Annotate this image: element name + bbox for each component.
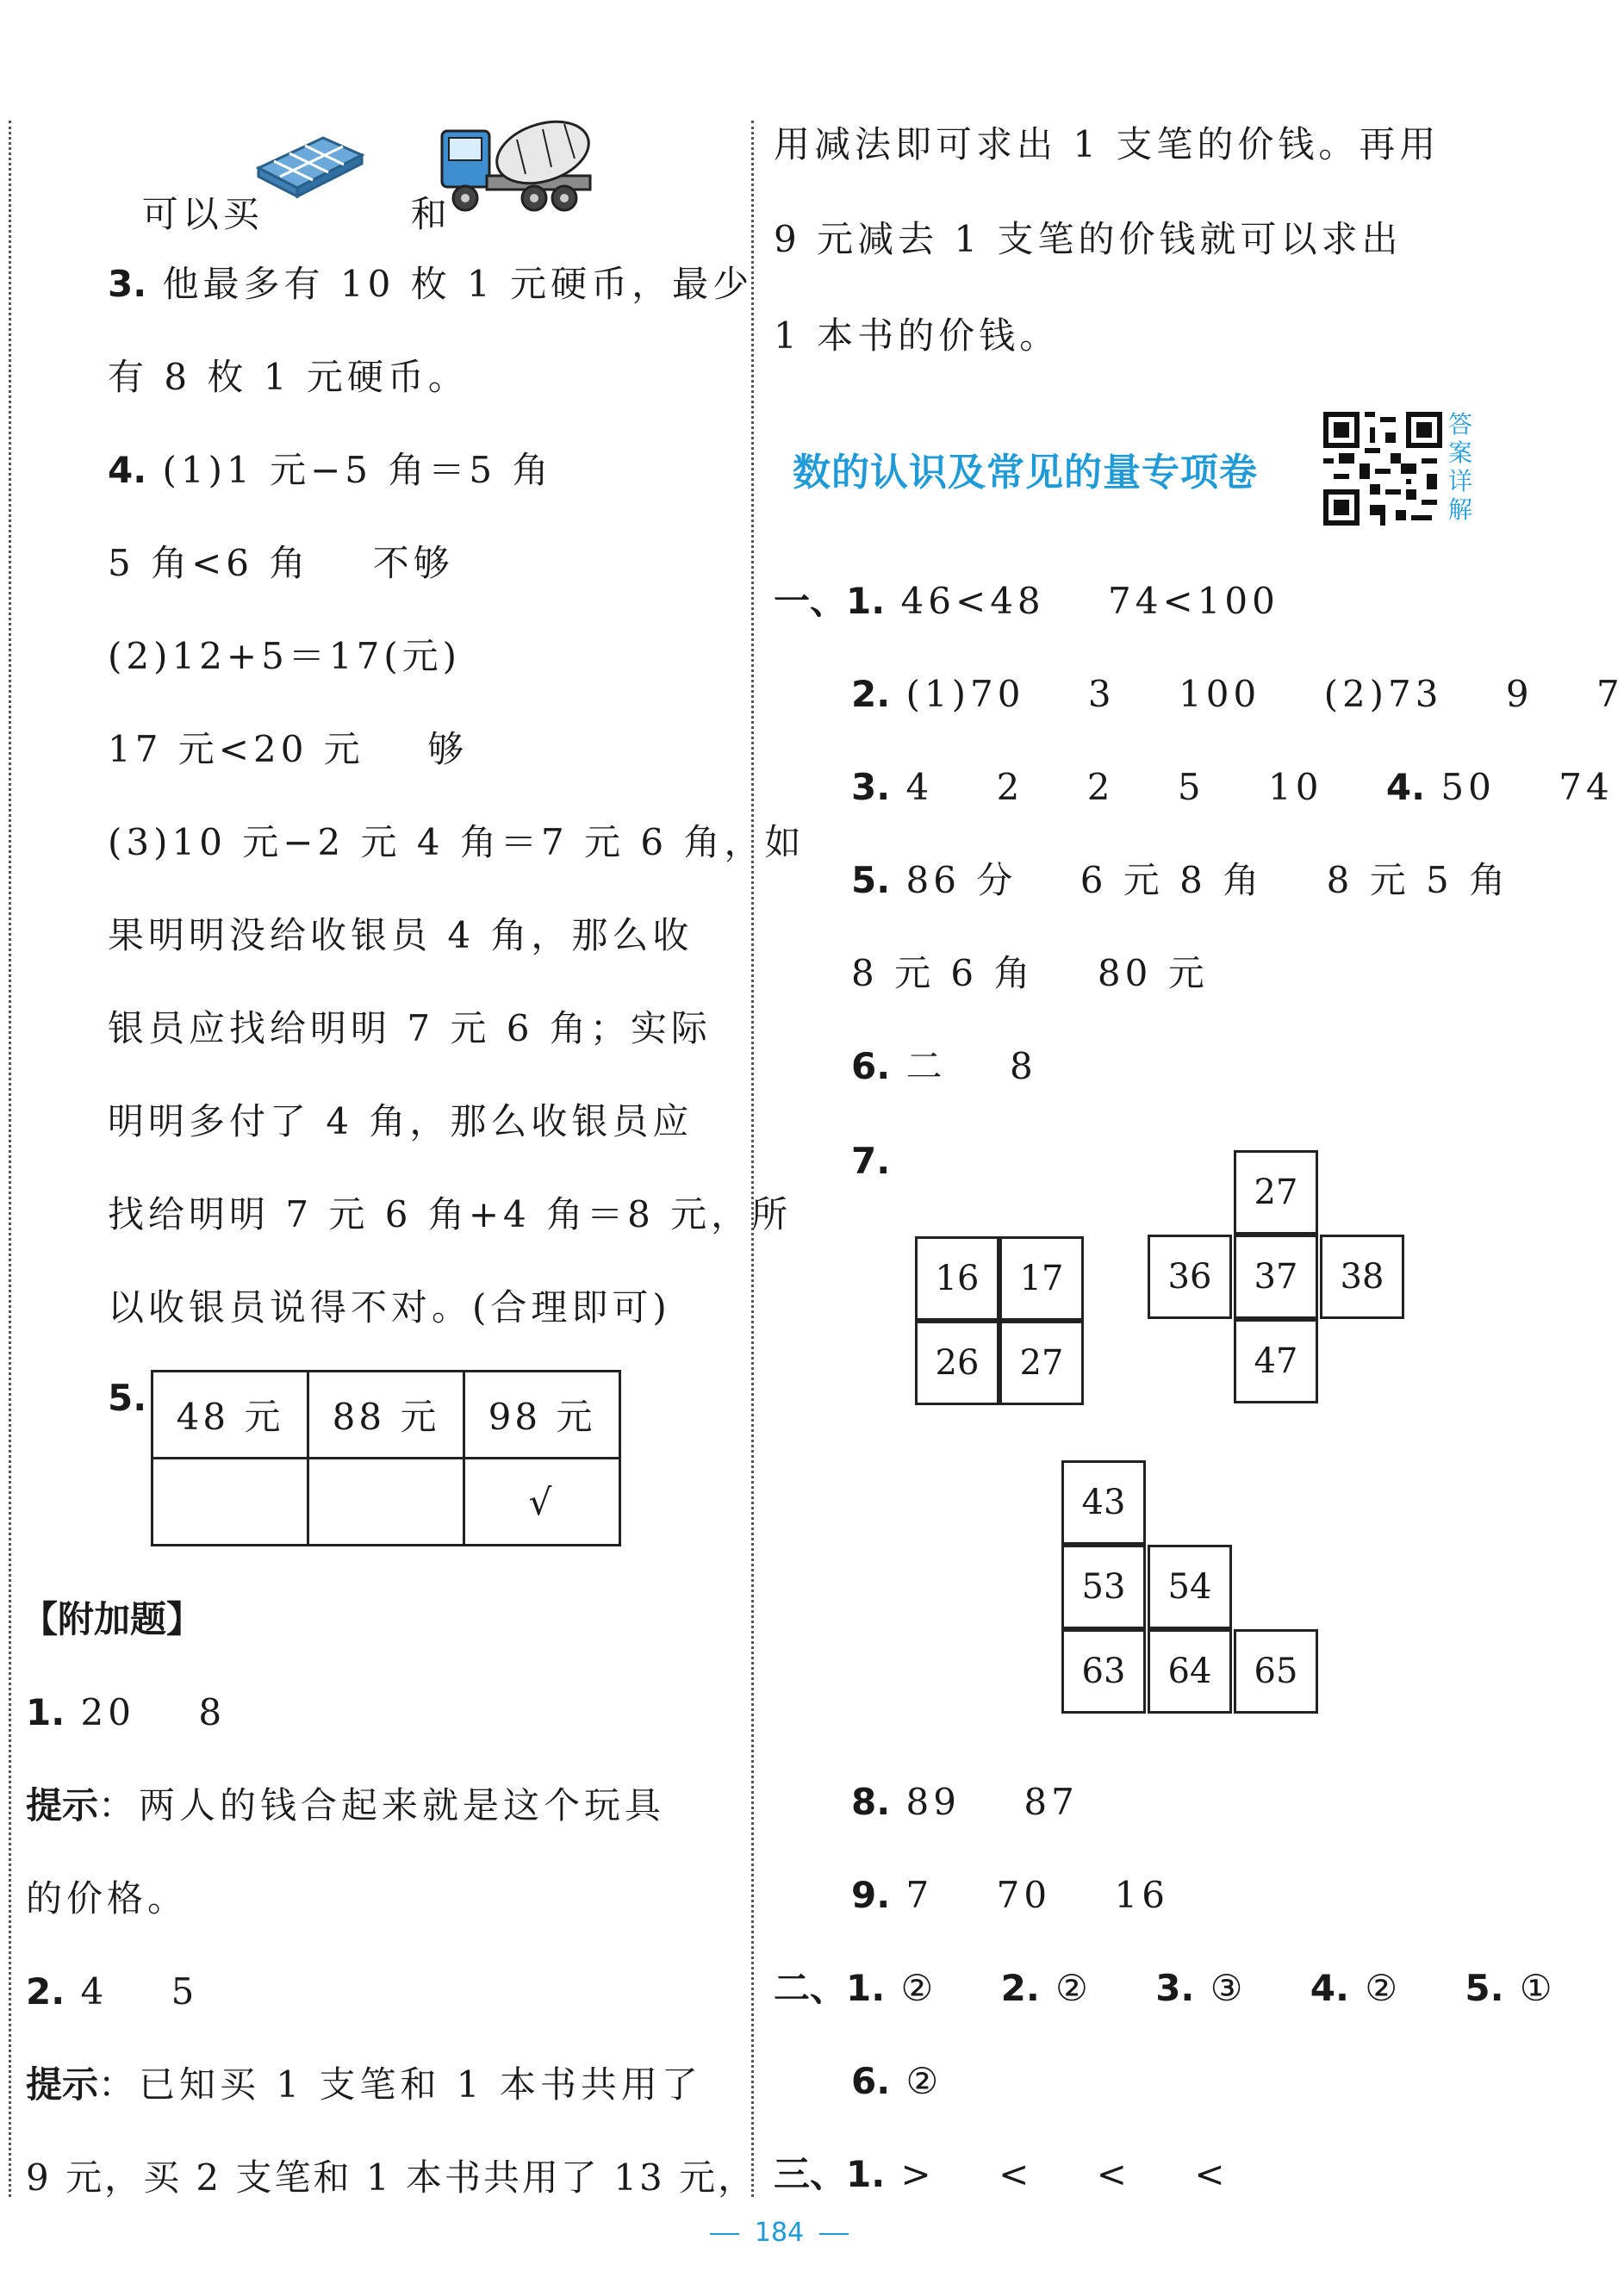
q4-text-10: 以收银员说得不对。(合理即可)	[108, 1286, 671, 1328]
e1-tip-line-1	[26, 1782, 665, 1830]
section-title: 数的认识及常见的量专项卷	[793, 451, 1258, 495]
cont-line-3	[774, 312, 1060, 360]
e2-tip-line-2	[26, 2154, 756, 2202]
extra-title	[22, 1596, 202, 1644]
grid-cell: 65	[1234, 1629, 1318, 1714]
q4-line-6	[108, 912, 693, 960]
e1-tip-text-2: 的价格。	[26, 1877, 189, 1920]
q4-text-7: 银员应找给明明 7 元 6 角；实际	[108, 1007, 712, 1049]
a5-number: 5.	[851, 859, 891, 901]
part2-line	[774, 1964, 1557, 2013]
cont-text-3: 1 本书的价钱。	[774, 314, 1061, 357]
part2-label: 二、	[774, 1967, 847, 2009]
grid-cell: 27	[1234, 1150, 1318, 1235]
a3-a4-line	[851, 763, 1614, 812]
grid-cell: 36	[1148, 1235, 1232, 1319]
q4-line-5	[108, 818, 805, 867]
q4-text-2: 5 角<6 角 不够	[108, 542, 454, 584]
extra-title-text: 【附加题】	[22, 1598, 203, 1640]
cont-line-1	[774, 121, 1440, 169]
cont-text-1: 用减法即可求出 1 支笔的价钱。再用	[774, 123, 1440, 165]
p2-answer: ②	[890, 2060, 943, 2102]
a7-line	[851, 1137, 890, 1185]
e1-line	[26, 1689, 226, 1737]
chocolate-bar-icon	[250, 129, 366, 198]
price-table-mark-row	[152, 1459, 620, 1546]
cement-truck-icon	[435, 114, 599, 219]
page-number: 184	[754, 2218, 805, 2248]
q3-number: 3.	[108, 263, 147, 305]
qr-caption-char: 详	[1447, 467, 1472, 495]
e1-tip-label: 提示	[26, 1784, 99, 1826]
p3-answer: > < < <	[885, 2153, 1229, 2195]
a2-answer: (1)70 3 100 (2)73 9 7	[890, 673, 1624, 715]
cont-text-2: 9 元减去 1 支笔的价钱就可以求出	[774, 218, 1403, 260]
a9-line	[851, 1871, 1169, 1920]
q4-line-4	[108, 725, 468, 774]
a6-line	[851, 1042, 1037, 1091]
a9-answer: 7 70 16	[890, 1874, 1169, 1916]
q4-text-5: (3)10 元−2 元 4 角＝7 元 6 角，如	[108, 821, 806, 863]
e2-line	[26, 1968, 198, 2016]
buy-text-a: 可以买	[141, 193, 264, 235]
mark-cell: √	[464, 1459, 620, 1546]
part1-a1-line	[774, 577, 1279, 625]
part3-line	[774, 2150, 1229, 2199]
q4-text-9: 找给明明 7 元 6 角+4 角＝8 元，所	[108, 1193, 793, 1235]
mark-cell	[308, 1459, 464, 1546]
qr-caption	[1446, 410, 1475, 524]
q4-line-7	[108, 1005, 712, 1053]
part3-label: 三、	[774, 2153, 847, 2195]
buy-text-b: 和	[410, 193, 451, 235]
p2-answer: ②	[885, 1967, 1001, 2009]
p2-number: 1.	[846, 1967, 886, 2009]
part1-label: 一、	[774, 580, 847, 622]
grid-cell: 16	[915, 1236, 999, 1321]
a9-number: 9.	[851, 1874, 891, 1916]
grid-cell: 17	[999, 1236, 1084, 1321]
a5-line-2	[851, 949, 1209, 998]
q5-label	[108, 1374, 146, 1422]
q5-number: 5.	[108, 1377, 147, 1419]
grid-cell: 53	[1061, 1545, 1146, 1629]
q4-text-1: (1)1 元−5 角＝5 角	[146, 449, 553, 491]
q4-line-2	[108, 539, 454, 588]
q3-line-2	[108, 353, 469, 401]
grid-cell: 27	[999, 1321, 1084, 1405]
price-table	[151, 1370, 621, 1546]
grid-cell: 64	[1148, 1629, 1232, 1714]
q4-text-6: 果明明没给收银员 4 角，那么收	[108, 914, 694, 956]
grid-cell: 37	[1234, 1235, 1318, 1319]
p2-answer: ③	[1194, 1967, 1310, 2009]
q4-line-9	[108, 1191, 792, 1239]
grid-cell: 43	[1061, 1460, 1146, 1545]
footer-dash-left	[710, 2233, 739, 2235]
e2-tip-text-1: ：已知买 1 支笔和 1 本书共用了	[98, 2063, 702, 2106]
p2-number: 6.	[851, 2060, 891, 2102]
a1-number: 1.	[846, 580, 886, 622]
e2-tip-text-2: 9 元，买 2 支笔和 1 本书共用了 13 元，	[26, 2156, 757, 2199]
footer-dash-right	[819, 2233, 849, 2235]
mark-cell	[152, 1459, 308, 1546]
q3-text-1: 他最多有 10 枚 1 元硬币，最少	[146, 263, 754, 305]
e2-number: 2.	[26, 1970, 65, 2013]
e1-tip-text-1: ：两人的钱合起来就是这个玩具	[98, 1784, 666, 1826]
qr-code-icon[interactable]	[1323, 412, 1442, 526]
q4-number: 4.	[108, 449, 147, 491]
grid-cell: 38	[1320, 1235, 1404, 1319]
q4-line-8	[108, 1098, 693, 1146]
q3-line-1	[108, 260, 753, 308]
q4-text-3: (2)12+5＝17(元)	[108, 635, 462, 677]
p2-number: 2.	[1000, 1967, 1040, 2009]
p2-answer: ①	[1503, 1967, 1557, 2009]
a5-line	[851, 856, 1509, 905]
e2-tip-label: 提示	[26, 2063, 99, 2106]
price-cell: 88 元	[308, 1372, 464, 1459]
grid-cell: 63	[1061, 1629, 1146, 1714]
q4-text-8: 明明多付了 4 角，那么收银员应	[108, 1100, 694, 1142]
e2-tip-line-1	[26, 2061, 702, 2109]
page-footer	[0, 2218, 1559, 2248]
a1-answer: 46<48 74<100	[885, 580, 1279, 622]
a6-number: 6.	[851, 1045, 891, 1087]
e1-tip-line-2	[26, 1875, 188, 1923]
a2-line	[851, 670, 1624, 719]
a5-answer-2: 8 元 6 角 80 元	[851, 952, 1209, 994]
grid-cell: 47	[1234, 1319, 1318, 1403]
a4-number: 4.	[1385, 766, 1426, 808]
p2-number: 4.	[1310, 1967, 1349, 2009]
price-table-header-row	[152, 1372, 620, 1459]
p2-number: 3.	[1155, 1967, 1195, 2009]
a4-answer: 50 74	[1425, 766, 1614, 808]
price-cell: 48 元	[152, 1372, 308, 1459]
q4-line-3	[108, 632, 461, 681]
column-divider	[751, 121, 754, 2197]
a5-answer: 86 分 6 元 8 角 8 元 5 角	[890, 859, 1510, 901]
grid-cell: 54	[1148, 1545, 1232, 1629]
p3-number: 1.	[846, 2153, 886, 2195]
qr-caption-char: 解	[1447, 495, 1472, 524]
part2-line-2	[851, 2057, 943, 2106]
e1-number: 1.	[26, 1691, 65, 1733]
e1-answer: 20 8	[65, 1691, 227, 1733]
qr-caption-char: 案	[1447, 439, 1472, 467]
p2-answer: ②	[1039, 1967, 1156, 2009]
e2-answer: 4 5	[65, 1970, 199, 2013]
a7-number: 7.	[851, 1140, 891, 1182]
q4-line-10	[108, 1284, 671, 1332]
p2-answer: ②	[1348, 1967, 1465, 2009]
qr-caption-char: 答	[1447, 410, 1472, 439]
a3-answer: 4 2 2 5 10	[890, 766, 1323, 808]
a2-number: 2.	[851, 673, 891, 715]
grid-cell: 26	[915, 1321, 999, 1405]
a8-line	[851, 1778, 1079, 1826]
cont-line-2	[774, 215, 1403, 264]
left-margin-rule	[9, 121, 11, 2197]
buy-line	[110, 142, 264, 239]
a6-answer: 二 8	[890, 1045, 1037, 1087]
price-cell: 98 元	[464, 1372, 620, 1459]
p2-number: 5.	[1465, 1967, 1504, 2009]
a8-number: 8.	[851, 1781, 891, 1823]
a3-number: 3.	[851, 766, 891, 808]
q4-text-4: 17 元<20 元 够	[108, 728, 469, 770]
q3-text-2: 有 8 枚 1 元硬币。	[108, 356, 469, 398]
a8-answer: 89 87	[890, 1781, 1079, 1823]
q4-line-1	[108, 446, 552, 495]
